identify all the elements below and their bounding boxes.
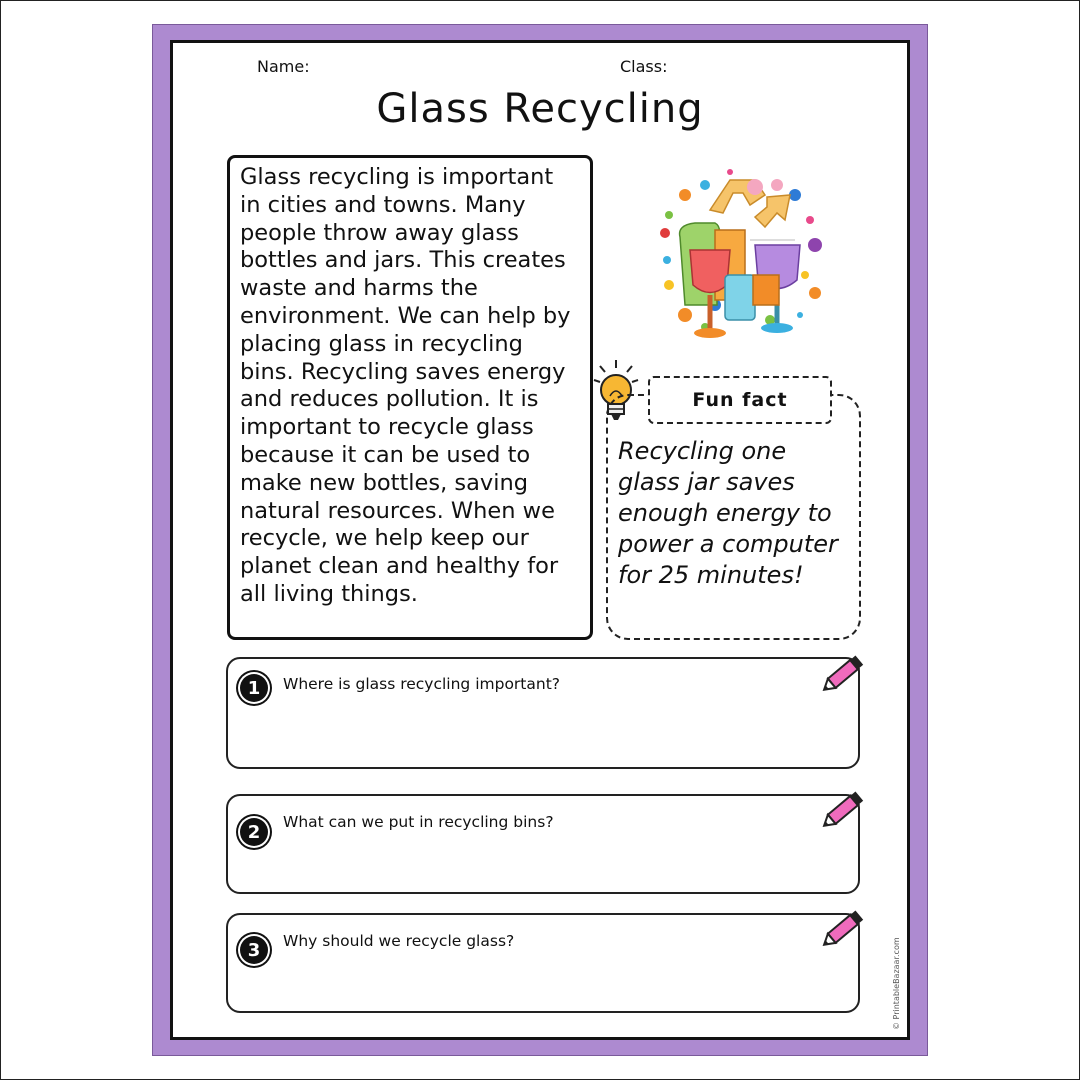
question-number-1: 1 <box>240 674 268 702</box>
question-text-1: Where is glass recycling important? <box>283 675 561 693</box>
question-text-2: What can we put in recycling bins? <box>283 813 554 831</box>
pencil-icon <box>818 905 870 951</box>
page-title: Glass Recycling <box>376 86 704 132</box>
pencil-icon <box>818 786 870 832</box>
answer-box-1[interactable] <box>226 657 860 769</box>
reading-passage: Glass recycling is important in cities and towns. Many people throw away glass bottles and jars. This creates waste and harms the environment. We can help by placing glass in recycling bins. Recycling saves energy and reduces pollution. It is important to recycle glass because it can be used to make new bottles, saving natural resources. When we recycle, we help keep our planet clean and healthy for all living things. <box>227 155 593 640</box>
answer-box-3[interactable] <box>226 913 860 1013</box>
question-number-2: 2 <box>240 818 268 846</box>
fun-fact-text: Recycling one glass jar saves enough energy to power a computer for 25 minutes! <box>618 437 838 589</box>
question-number-3: 3 <box>240 936 268 964</box>
watermark: © PrintableBazaar.com <box>892 937 901 1030</box>
question-text-3: Why should we recycle glass? <box>283 932 515 950</box>
name-label: Name: <box>257 57 310 76</box>
recycling-glasses-illustration <box>655 165 825 345</box>
answer-box-2[interactable] <box>226 794 860 894</box>
class-label: Class: <box>620 57 668 76</box>
fun-fact-heading: Fun fact <box>648 376 832 424</box>
pencil-icon <box>818 650 870 696</box>
